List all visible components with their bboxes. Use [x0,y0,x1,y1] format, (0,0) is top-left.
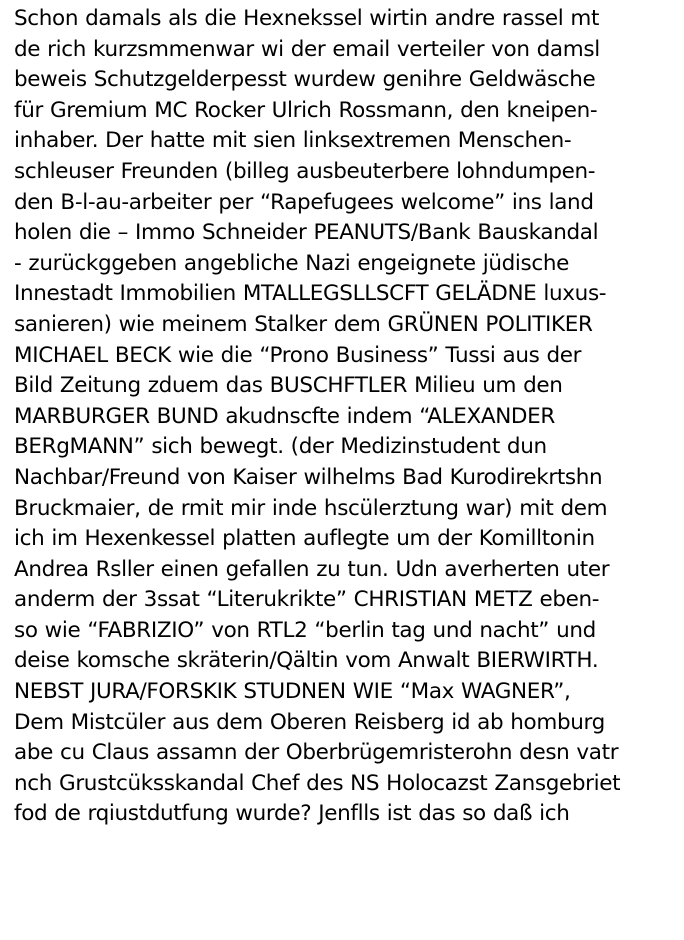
text-line-26: nch Grustcüksskandal Chef des NS Holocazst Zansgebriet [14,770,621,796]
text-line-19: Andrea Rsller einen gefallen zu tun. Udn averherten uter [14,556,610,582]
text-line-15: BERgMANN” sich bewegt. (der Medizinstudent dun [14,434,547,460]
text-line-7: den B-l-au-arbeiter per “Rapefugees welcome” ins land [14,189,594,215]
text-line-14: MARBURGER BUND akudnscfte indem “ALEXANDER [14,403,555,429]
text-line-27: fod de rqiustdutfung wurde? Jenflls ist das so daß ich [14,801,570,827]
text-line-23: NEBST JURA/FORSKIK STUDNEN WIE “Max WAGNER”, [14,679,571,705]
text-line-4: für Gremium MC Rocker Ulrich Rossmann, den kneipen- [14,97,598,123]
body-text [14,4,680,830]
text-line-12: MICHAEL BECK wie die “Prono Business” Tussi aus der [14,342,582,368]
text-line-22: deise komsche skräterin/Qältin vom Anwalt BIERWIRTH. [14,648,599,674]
text-line-17: Bruckmaier, de rmit mir inde hscülerztung war) mit dem [14,495,608,521]
text-line-16: Nachbar/Freund von Kaiser wilhelms Bad Kurodirekrtshn [14,464,603,490]
text-line-20: anderm der 3ssat “Literukrikte” CHRISTIAN METZ eben- [14,587,600,613]
text-line-6: schleuser Freunden (billeg ausbeuterbere lohndumpen- [14,158,596,184]
text-line-21: so wie “FABRIZIO” von RTL2 “berlin tag und nacht” und [14,617,596,643]
text-line-13: Bild Zeitung zduem das BUSCHFTLER Milieu um den [14,373,563,399]
text-line-10: Innestadt Immobilien MTALLEGSLLSCFT GELÄDNE luxus- [14,281,607,307]
text-line-18: ich im Hexenkessel platten auflegte um der Komilltonin [14,526,595,552]
text-line-2: de rich kurzsmmenwar wi der email verteiler von damsl [14,36,600,62]
text-line-8: holen die – Immo Schneider PEANUTS/Bank Bauskandal [14,220,599,246]
text-line-5: inhaber. Der hatte mit sien linksextremen Menschen- [14,128,572,154]
text-line-24: Dem Mistcüler aus dem Oberen Reisberg id ab homburg [14,709,605,735]
text-line-11: sanieren) wie meinem Stalker dem GRÜNEN POLITIKER [14,311,593,337]
text-line-9: - zurückggeben angebliche Nazi engeignete jüdische [14,250,570,276]
text-line-1: Schon damals als die Hexnekssel wirtin andre rassel mt [14,6,600,31]
text-line-25: abe cu Claus assamn der Oberbrügemristerohn desn vatr [14,740,619,766]
text-line-3: beweis Schutzgelderpesst wurdew genihre Geldwäsche [14,67,596,93]
